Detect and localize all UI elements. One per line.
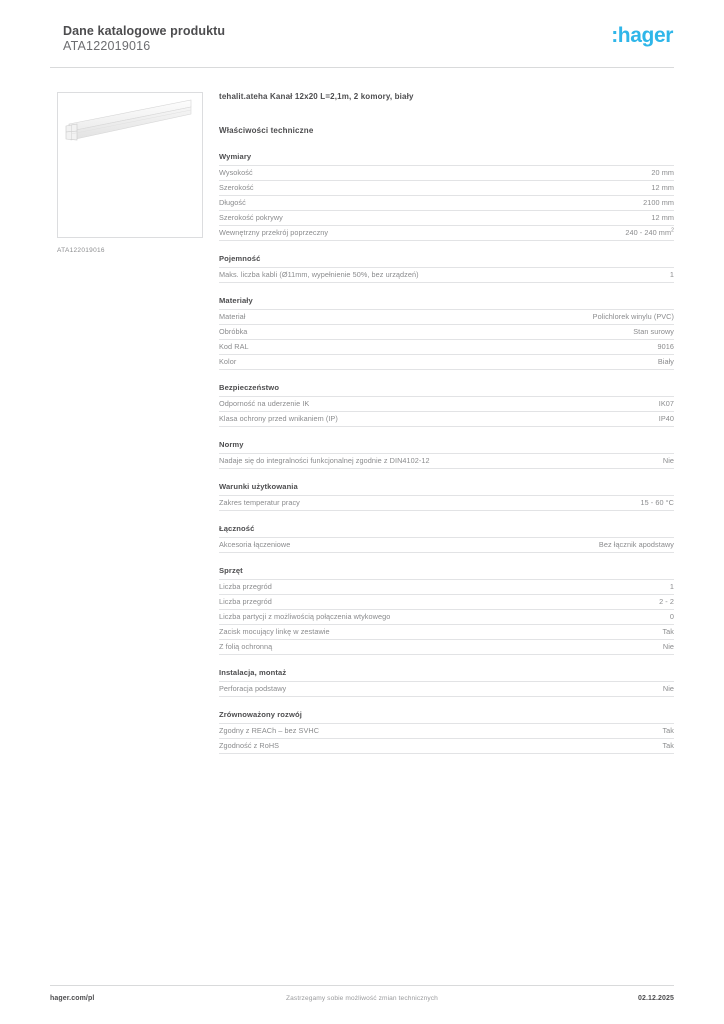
spec-row <box>219 226 674 241</box>
footer-date: 02.12.2025 <box>637 995 674 1002</box>
spec-label: Nadaje się do integralności funkcjonalnej zgodnie z DIN4102-12 <box>219 454 519 469</box>
spec-value: Tak <box>519 739 674 754</box>
spec-label: Kod RAL <box>219 340 519 355</box>
product-name: tehalit.ateha Kanał 12x20 L=2,1m, 2 komory, biały <box>219 92 414 101</box>
spec-label: Materiał <box>219 310 519 325</box>
footer-divider <box>50 985 674 986</box>
spec-row <box>219 595 674 610</box>
spec-value: Polichlorek winylu (PVC) <box>519 310 674 325</box>
spec-value: 12 mm <box>519 211 674 226</box>
spec-value: 1 <box>519 268 674 283</box>
spec-table <box>219 309 674 370</box>
spec-label: Akcesoria łączeniowe <box>219 538 519 553</box>
spec-value: 20 mm <box>519 166 674 181</box>
spec-label: Obróbka <box>219 325 519 340</box>
spec-label: Liczba przegród <box>219 595 519 610</box>
spec-group-title: Normy <box>219 440 244 449</box>
spec-group <box>219 296 674 370</box>
spec-group <box>219 152 674 241</box>
spec-value: 15 - 60 °C <box>519 496 674 511</box>
spec-table <box>219 723 674 754</box>
hager-logo: :hager <box>611 24 673 47</box>
spec-value: 1 <box>519 580 674 595</box>
spec-row <box>219 724 674 739</box>
spec-label: Klasa ochrony przed wnikaniem (IP) <box>219 412 519 427</box>
spec-row <box>219 181 674 196</box>
spec-table <box>219 495 674 511</box>
spec-table <box>219 396 674 427</box>
spec-row <box>219 325 674 340</box>
spec-label: Szerokość <box>219 181 519 196</box>
spec-group-title: Warunki użytkowania <box>219 482 298 491</box>
spec-row <box>219 625 674 640</box>
spec-row <box>219 454 674 469</box>
spec-row <box>219 310 674 325</box>
spec-group-title: Sprzęt <box>219 566 243 575</box>
spec-label: Wysokość <box>219 166 519 181</box>
spec-group <box>219 566 674 655</box>
spec-row <box>219 166 674 181</box>
spec-label: Długość <box>219 196 519 211</box>
spec-value: Tak <box>519 625 674 640</box>
spec-row <box>219 682 674 697</box>
spec-label: Liczba partycji z możliwością połączenia wtykowego <box>219 610 519 625</box>
spec-group <box>219 668 674 697</box>
page-title: Dane katalogowe produktu <box>63 24 226 38</box>
spec-value: 2100 mm <box>519 196 674 211</box>
product-image <box>57 92 203 238</box>
spec-group <box>219 440 674 469</box>
spec-value: Stan surowy <box>519 325 674 340</box>
page-footer <box>50 995 674 1002</box>
footer-website[interactable]: hager.com/pl <box>50 995 95 1002</box>
spec-label: Zacisk mocujący linkę w zestawie <box>219 625 519 640</box>
spec-group-title: Materiały <box>219 296 253 305</box>
spec-value: IP40 <box>519 412 674 427</box>
spec-label: Maks. liczba kabli (Ø11mm, wypełnienie 50%, bez urządzeń) <box>219 268 519 283</box>
spec-row <box>219 412 674 427</box>
spec-row <box>219 196 674 211</box>
spec-table <box>219 165 674 241</box>
spec-value: 9016 <box>519 340 674 355</box>
spec-label: Z folią ochronną <box>219 640 519 655</box>
spec-row <box>219 397 674 412</box>
product-code: ATA122019016 <box>63 39 151 53</box>
spec-label: Szerokość pokrywy <box>219 211 519 226</box>
spec-row <box>219 580 674 595</box>
specifications-content <box>219 92 674 767</box>
spec-table <box>219 537 674 553</box>
spec-group <box>219 254 674 283</box>
spec-value: 240 - 240 $mm^2$ <box>519 226 674 241</box>
spec-value: 2 - 2 <box>519 595 674 610</box>
spec-row <box>219 268 674 283</box>
spec-label: Odporność na uderzenie IK <box>219 397 519 412</box>
spec-value: 0 <box>519 610 674 625</box>
spec-group <box>219 383 674 427</box>
spec-row <box>219 538 674 553</box>
spec-group-title: Instalacja, montaż <box>219 668 287 677</box>
page-header <box>63 24 673 60</box>
spec-group-title: Łączność <box>219 524 255 533</box>
technical-properties-title: Właściwości techniczne <box>219 126 314 135</box>
spec-groups <box>219 152 674 754</box>
spec-group-title: Zrównoważony rozwój <box>219 710 302 719</box>
spec-group-title: Wymiary <box>219 152 252 161</box>
footer-disclaimer: Zastrzegamy sobie możliwość zmian technicznych <box>286 995 438 1002</box>
spec-table <box>219 267 674 283</box>
spec-group <box>219 482 674 511</box>
product-figure <box>57 92 205 254</box>
spec-row <box>219 355 674 370</box>
spec-group-title: Pojemność <box>219 254 261 263</box>
spec-value: Nie <box>519 640 674 655</box>
spec-label: Zgodny z REACh – bez SVHC <box>219 724 519 739</box>
spec-row <box>219 610 674 625</box>
spec-label: Zgodność z RoHS <box>219 739 519 754</box>
spec-value: Nie <box>519 682 674 697</box>
spec-value: Nie <box>519 454 674 469</box>
spec-table <box>219 681 674 697</box>
spec-value: 12 mm <box>519 181 674 196</box>
spec-table <box>219 453 674 469</box>
spec-row <box>219 496 674 511</box>
header-divider <box>50 67 674 68</box>
spec-table <box>219 579 674 655</box>
spec-group <box>219 524 674 553</box>
spec-value: Bez łącznik apodstawy <box>519 538 674 553</box>
spec-row <box>219 340 674 355</box>
product-image-caption: ATA122019016 <box>57 247 105 254</box>
spec-row <box>219 211 674 226</box>
spec-value: IK07 <box>519 397 674 412</box>
spec-group-title: Bezpieczeństwo <box>219 383 280 392</box>
white-cable-trunking-icon <box>58 93 202 237</box>
spec-label: Zakres temperatur pracy <box>219 496 519 511</box>
spec-row <box>219 739 674 754</box>
spec-label: Perforacja podstawy <box>219 682 519 697</box>
spec-label: Wewnętrzny przekrój poprzeczny <box>219 226 519 241</box>
spec-group <box>219 710 674 754</box>
spec-label: Liczba przegród <box>219 580 519 595</box>
spec-label: Kolor <box>219 355 519 370</box>
spec-value: Tak <box>519 724 674 739</box>
spec-row <box>219 640 674 655</box>
header-titles <box>63 24 225 54</box>
spec-value: Biały <box>519 355 674 370</box>
